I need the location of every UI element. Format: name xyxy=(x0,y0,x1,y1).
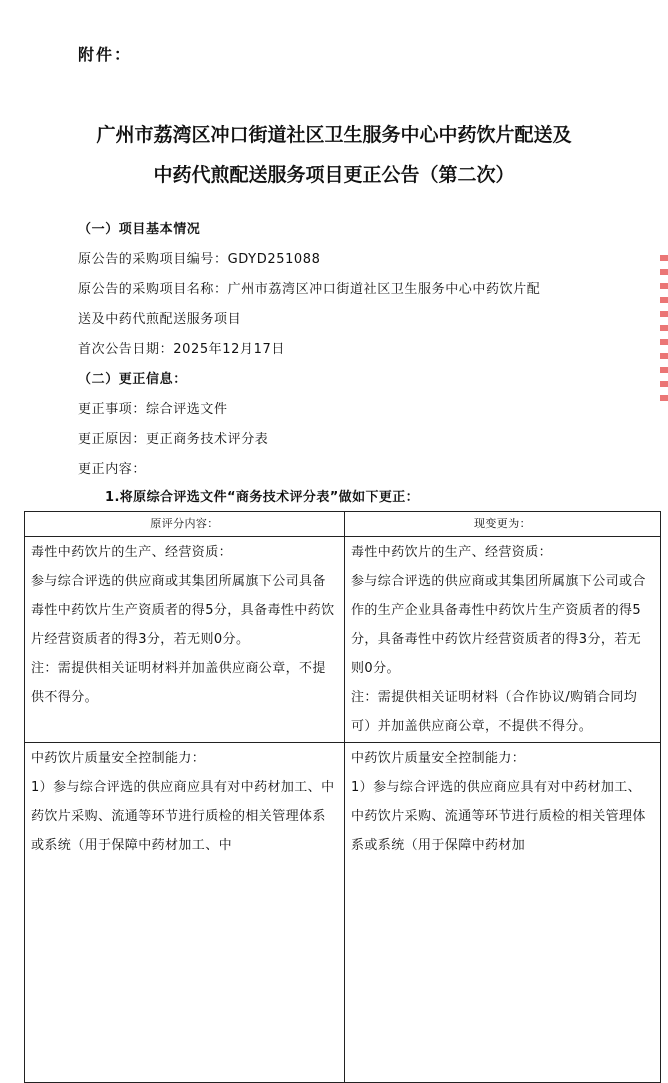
correction-reason: 更正原因：更正商务技术评分表 xyxy=(78,432,269,447)
cell-paragraph: 注：需提供相关证明材料并加盖供应商公章，不提供不得分。 xyxy=(31,661,326,705)
seal-stamp-edge xyxy=(660,255,668,405)
cell-paragraph: 中药饮片质量安全控制能力： xyxy=(351,751,526,766)
cell-paragraph: 中药饮片质量安全控制能力： xyxy=(31,751,206,766)
attachment-label: 附件： xyxy=(78,45,133,64)
original-quality-control xyxy=(25,743,345,1083)
header-original: 原评分内容： xyxy=(25,512,345,537)
cell-paragraph: 参与综合评选的供应商或其集团所属旗下公司或合作的生产企业具备毒性中药饮片生产资质者的得5分，具备毒性中药饮片经营资质者的得3分，若无则0分。 xyxy=(351,574,646,676)
table-header-row xyxy=(25,512,661,537)
correction-content-label: 更正内容： xyxy=(78,462,147,477)
first-announcement-date: 首次公告日期：2025年12月17日 xyxy=(78,342,285,357)
project-name-line-2: 送及中药代煎配送服务项目 xyxy=(78,312,242,327)
correction-item: 更正事项：综合评选文件 xyxy=(78,402,228,417)
project-number-line: 原公告的采购项目编号：GDYD251088 xyxy=(78,252,321,267)
project-name-line-1: 原公告的采购项目名称：广州市荔湾区冲口街道社区卫生服务中心中药饮片配 xyxy=(78,282,541,297)
table-caption: 1.将原综合评选文件“商务技术评分表”做如下更正： xyxy=(105,490,420,505)
comparison-table xyxy=(24,511,661,1083)
cell-paragraph: 1）参与综合评选的供应商应具有对中药材加工、中药饮片采购、流通等环节进行质检的相关管理体系或系统（用于保障中药材加工、中 xyxy=(31,780,335,853)
section-2-heading: （二）更正信息： xyxy=(78,372,187,387)
revised-quality-control xyxy=(345,743,661,1083)
cell-paragraph: 注：需提供相关证明材料（合作协议/购销合同均可）并加盖供应商公章，不提供不得分。 xyxy=(351,690,638,734)
notice-title-line-2: 中药代煎配送服务项目更正公告（第二次） xyxy=(153,164,515,186)
table-row xyxy=(25,743,661,1083)
notice-title-line-1: 广州市荔湾区冲口街道社区卫生服务中心中药饮片配送及 xyxy=(96,124,572,146)
table-row xyxy=(25,537,661,743)
cell-paragraph: 毒性中药饮片的生产、经营资质： xyxy=(31,545,233,560)
section-1-heading: （一）项目基本情况 xyxy=(78,222,201,237)
cell-paragraph: 毒性中药饮片的生产、经营资质： xyxy=(351,545,553,560)
header-revised: 现变更为： xyxy=(345,512,661,537)
cell-paragraph: 参与综合评选的供应商或其集团所属旗下公司具备毒性中药饮片生产资质者的得5分，具备毒性中药饮片经营资质者的得3分，若无则0分。 xyxy=(31,574,335,647)
original-toxic-qualification xyxy=(25,537,345,743)
revised-toxic-qualification xyxy=(345,537,661,743)
cell-paragraph: 1）参与综合评选的供应商应具有对中药材加工、中药饮片采购、流通等环节进行质检的相关管理体系或系统（用于保障中药材加 xyxy=(351,780,646,853)
